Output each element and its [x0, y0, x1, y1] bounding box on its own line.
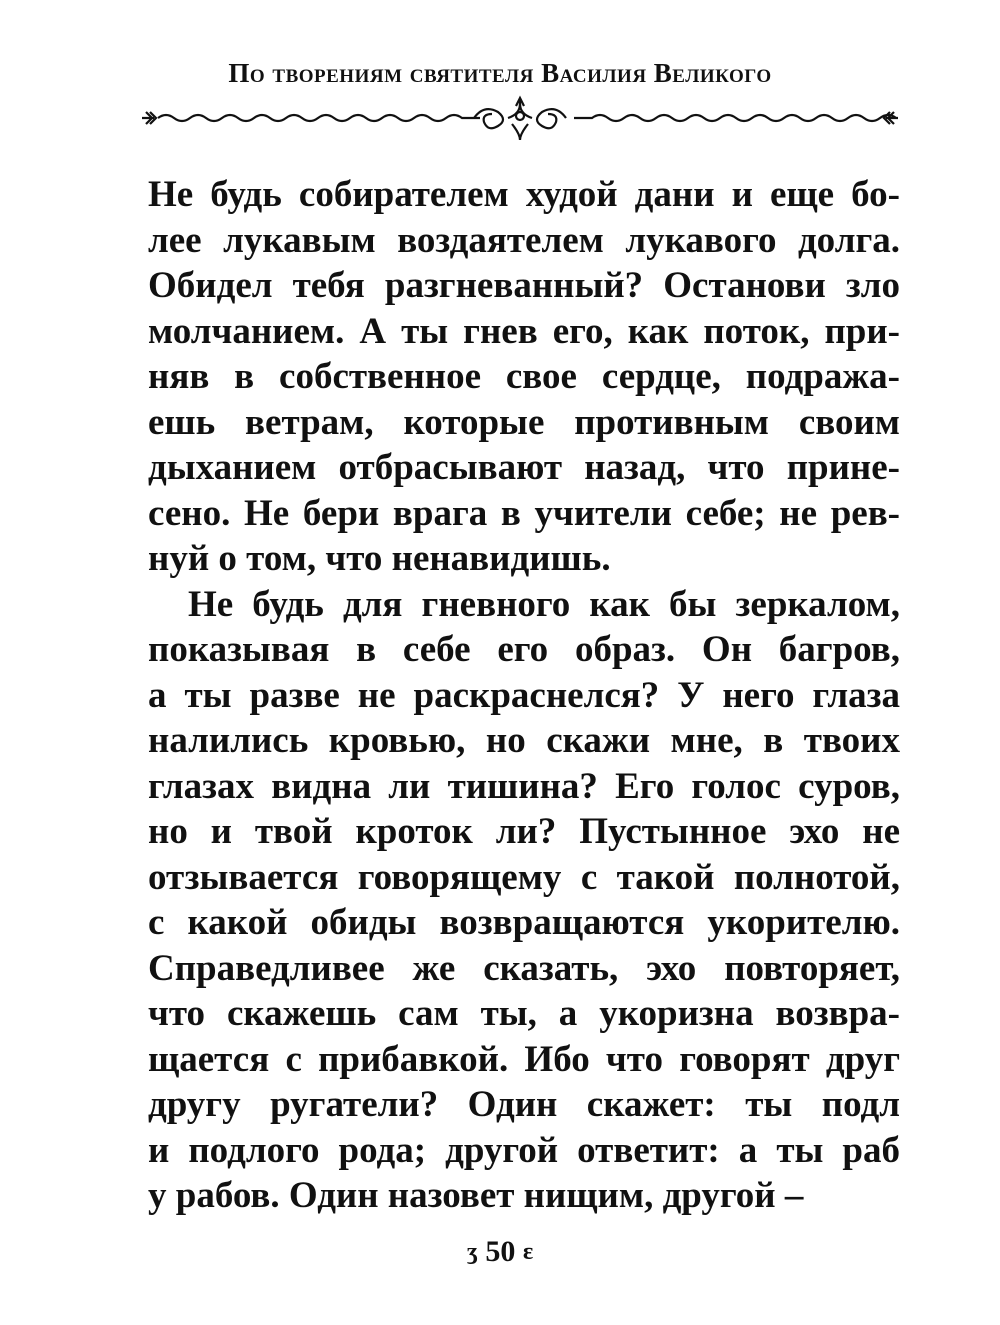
text-line: и подлого рода; другой ответит: а ты раб: [148, 1129, 900, 1171]
folio-ornament-right-icon: ɛ: [522, 1239, 534, 1265]
running-title: По творениям святителя Василия Великого: [228, 58, 772, 88]
text-line: другу ругатели? Один скажет: ты подл: [148, 1084, 900, 1125]
header-ornament-divider: [140, 94, 900, 144]
text-line: дыханием отбрасывают назад, что прине-: [148, 447, 900, 488]
text-line: щается с прибавкой. Ибо что говорят друг: [148, 1038, 900, 1080]
text-line: с какой обиды возвращаются укорителю.: [148, 902, 900, 943]
text-line: молчанием. А ты гнев его, как поток, при-: [148, 310, 900, 352]
text-line: нуй о том, что ненавидишь.: [148, 538, 611, 579]
text-line: сено. Не бери врага в учители себе; не рев-: [148, 492, 900, 534]
text-line: а ты разве не раскраснелся? У него глаза: [148, 674, 900, 716]
body-text: [148, 172, 900, 1219]
folio-ornament-left-icon: ʒ: [466, 1239, 478, 1265]
text-line: лее лукавым воздаятелем лукавого долга.: [148, 219, 900, 261]
text-line: Справедливее же сказать, эхо повторяет,: [148, 947, 900, 989]
text-line: показывая в себе его образ. Он багров,: [148, 629, 900, 670]
text-line: Не будь для гневного как бы зеркалом,: [188, 583, 900, 625]
text-line: Обидел тебя разгневанный? Останови зло: [148, 265, 900, 306]
page-number-footer: [0, 1235, 1000, 1269]
text-line: Не будь собирателем худой дани и еще бо-: [148, 174, 900, 215]
page-number: 50: [485, 1235, 516, 1268]
paragraph: [148, 172, 900, 582]
text-line: няв в собственное свое сердце, подража-: [148, 356, 900, 397]
text-line: но и твой кроток ли? Пустынное эхо не: [148, 811, 900, 852]
text-line: налились кровью, но скажи мне, в твоих: [148, 720, 900, 761]
paragraph: [148, 582, 900, 1219]
text-line: что скажешь сам ты, а укоризна возвра-: [148, 993, 900, 1034]
text-line: у рабов. Один назовет нищим, другой –: [148, 1175, 804, 1216]
text-line: глазах видна ли тишина? Его голос суров,: [148, 765, 900, 807]
text-line: отзывается говорящему с такой полнотой,: [148, 856, 900, 898]
text-line: ешь ветрам, которые противным своим: [148, 401, 900, 443]
